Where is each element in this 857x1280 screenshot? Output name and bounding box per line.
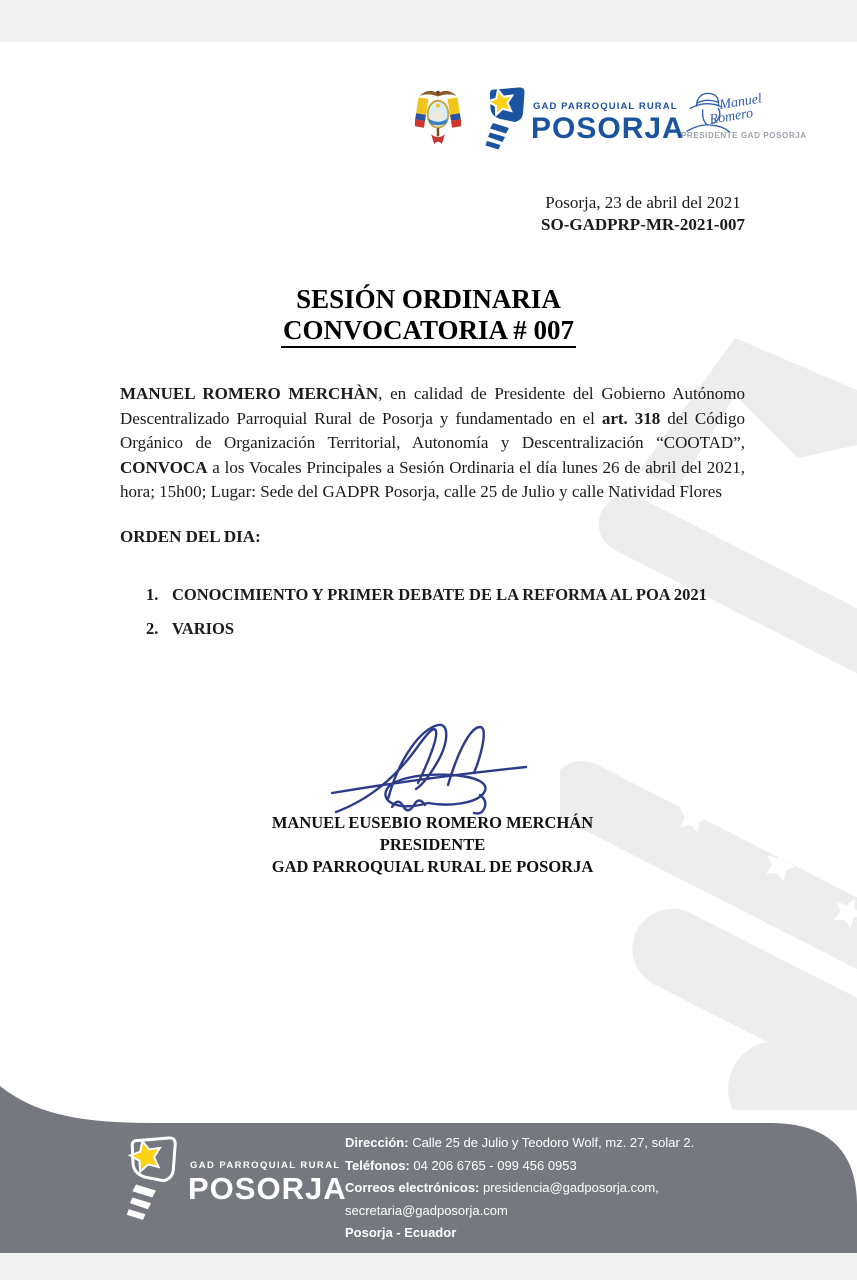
footer-address-value: Calle 25 de Julio y Teodoro Wolf, mz. 27, solar 2.	[408, 1135, 695, 1150]
date-line: Posorja, 23 de abril del 2021	[545, 193, 741, 212]
body-paragraph	[120, 382, 745, 505]
title-line2: CONVOCATORIA # 007	[281, 315, 576, 348]
ecuador-coat-of-arms-icon	[415, 86, 461, 150]
footer-logo-tagline: GAD PARROQUIAL RURAL	[190, 1160, 341, 1171]
agenda-item-2-text: VARIOS	[172, 619, 235, 638]
signatory-name: MANUEL EUSEBIO ROMERO MERCHÁN	[271, 813, 594, 832]
footer-phones-label: Teléfonos:	[345, 1157, 410, 1173]
body-text-3: a los Vocales Principales a Sesión Ordinaria el día lunes 26 de abril del 2021, hora; 15h00; Lugar: Sede del GADPR Posorja, calle 25 de Julio y calle Natividad Flores	[120, 457, 745, 502]
agenda-item-1-number: 1.	[146, 585, 159, 604]
agenda-list	[120, 585, 760, 653]
header-logos	[0, 0, 857, 180]
footer-address-label: Dirección:	[345, 1135, 409, 1150]
posorja-logo-tagline: GAD PARROQUIAL RURAL	[533, 101, 678, 112]
footer-emails-label: Correos electrónicos:	[345, 1180, 480, 1196]
footer-address-line	[345, 1132, 745, 1155]
document-title	[0, 283, 857, 348]
signatory-org: GAD PARROQUIAL RURAL DE POSORJA	[271, 857, 594, 876]
handwritten-signature-icon	[330, 715, 530, 820]
agenda-item-1	[120, 585, 760, 605]
president-script-line1: Manuel	[718, 91, 763, 114]
body-bold-article: art. 318	[601, 408, 661, 428]
footer-phones-value: 04 206 6765 - 099 456 0953	[409, 1157, 577, 1173]
posorja-shield-icon	[480, 86, 530, 150]
footer-phones-line	[345, 1155, 745, 1178]
president-script-line2: Romero	[708, 106, 755, 128]
footer	[0, 1080, 857, 1280]
signatory-role: PRESIDENTE	[379, 835, 486, 854]
body-bold-name: MANUEL ROMERO MERCHÀN	[120, 384, 379, 403]
footer-contact	[345, 1132, 745, 1245]
footer-logo-name: POSORJA	[188, 1171, 347, 1206]
footer-posorja-shield-icon	[120, 1136, 182, 1228]
signature-block	[120, 812, 745, 878]
agenda-item-1-text: CONOCIMIENTO Y PRIMER DEBATE DE LA REFORMA AL POA 2021	[172, 585, 707, 604]
body-text-1: , en calidad de Presidente del Gobierno Autónomo Descentralizado Parroquial Rural de Posorja y fundamentado en el	[120, 384, 746, 428]
footer-city-line	[345, 1222, 745, 1245]
agenda-heading: ORDEN DEL DIA:	[120, 527, 261, 546]
posorja-logo-name: POSORJA	[531, 112, 685, 145]
agenda-item-2-number: 2.	[146, 619, 159, 638]
body-text-2: del Código Orgánico de Organización Territorial, Autonomía y Descentralización “COOTAD”,	[120, 408, 745, 453]
date-block	[541, 192, 745, 235]
body-bold-convoca: CONVOCA	[120, 457, 208, 477]
title-line1: SESIÓN ORDINARIA	[296, 284, 561, 314]
footer-emails-value: presidencia@gadposorja.com,	[479, 1180, 659, 1196]
agenda-item-2	[120, 619, 760, 639]
footer-city-label: Posorja - Ecuador	[345, 1225, 457, 1241]
reference-number: SO-GADPRP-MR-2021-007	[541, 214, 745, 234]
president-logo-caption: PRESIDENTE GAD POSORJA	[681, 131, 807, 140]
footer-email2-value: secretaria@gadposorja.com	[345, 1202, 508, 1218]
footer-emails-line	[345, 1177, 745, 1200]
footer-email2-line	[345, 1200, 745, 1223]
